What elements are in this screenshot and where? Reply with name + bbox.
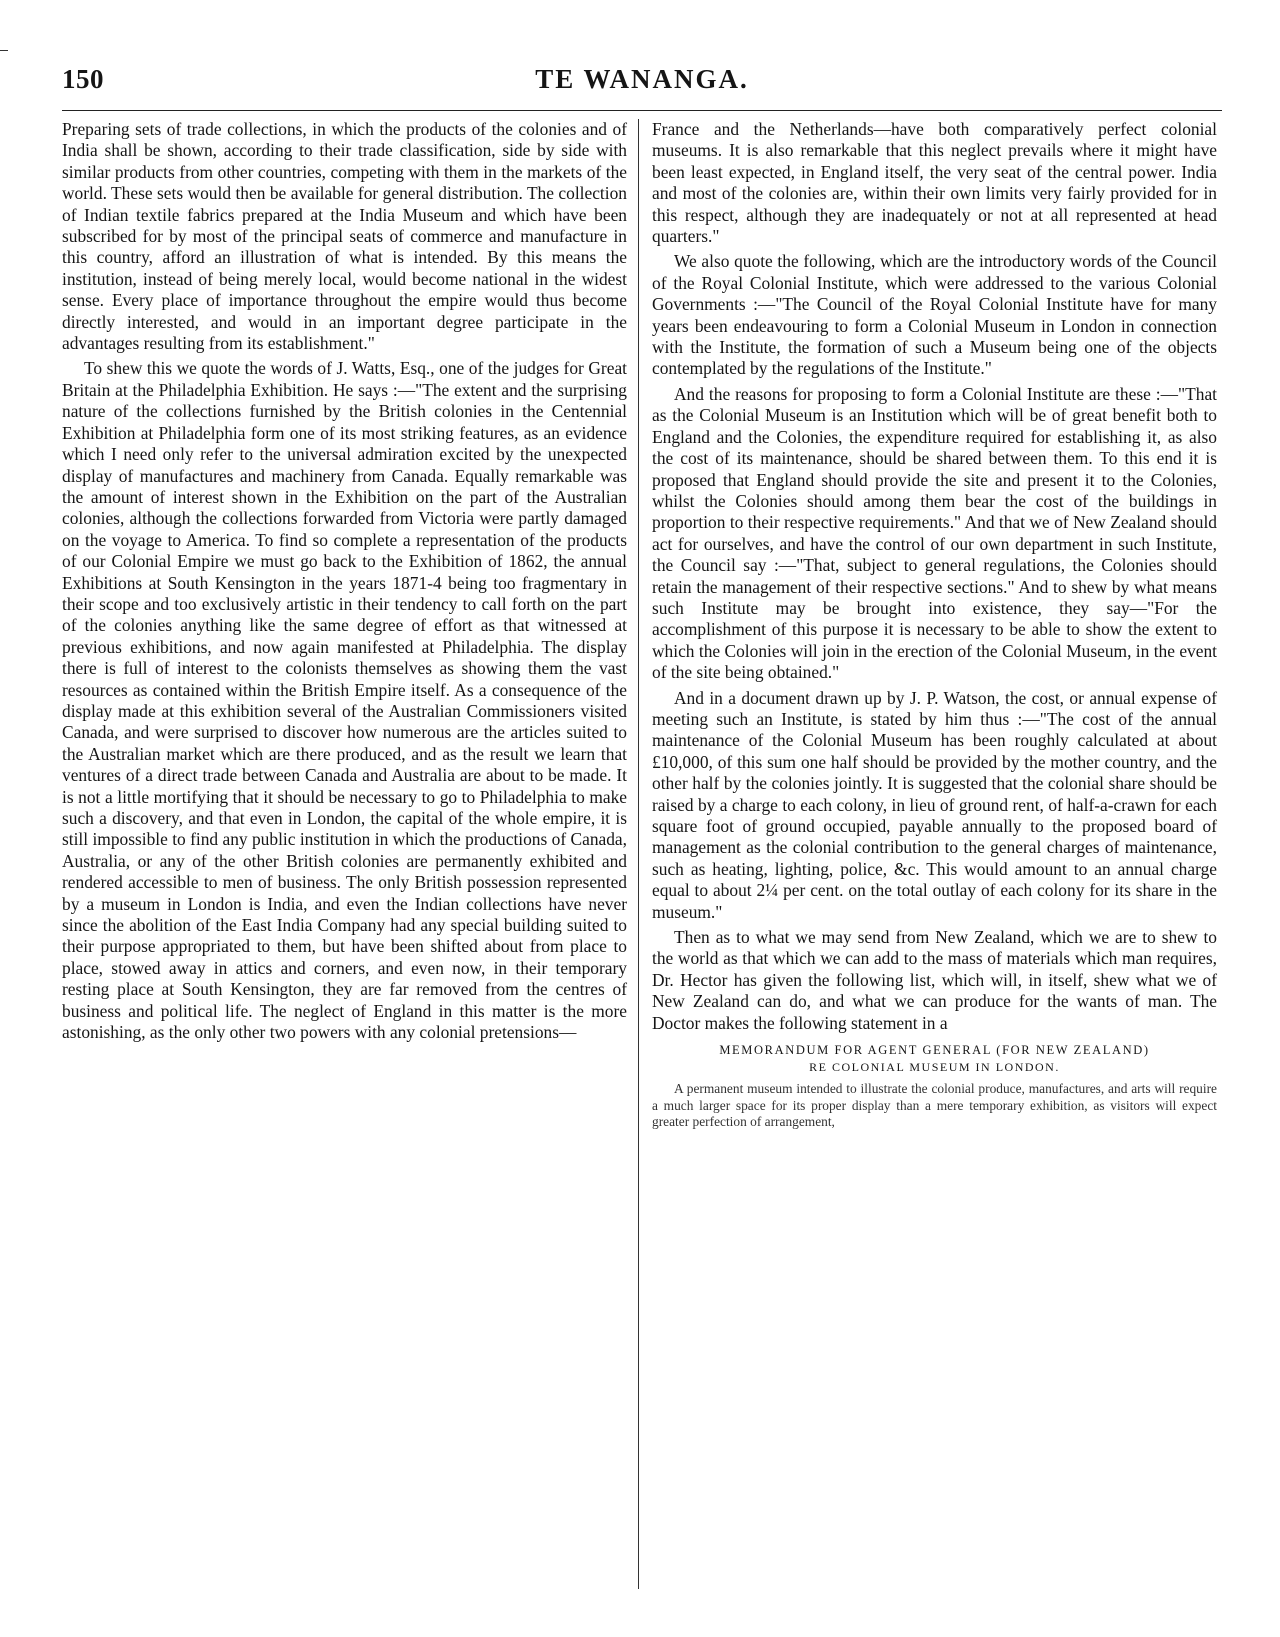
header-rule xyxy=(62,110,1222,111)
newspaper-page xyxy=(62,64,1222,1130)
margin-mark xyxy=(0,50,8,51)
memorandum-heading: MEMORANDUM FOR AGENT GENERAL (FOR NEW ZEALAND) xyxy=(719,1043,1150,1058)
right-column xyxy=(652,119,1217,1135)
page-header xyxy=(62,64,1222,106)
left-paragraph-2: To shew this we quote the words of J. Watts, Esq., one of the judges for Great Britain at the Philadelphia Exhibition. He says :—"The extent and the surprising nature of the collections furnished by the British colonies in the Centennial Exhibition at Philadelphia form one of its most striking features, as an evidence which I need only refer to the universal admiration excited by the unexpected display of manufactures and machinery from Canada. Equally remarkable was the amount of interest shown in the Exhibition on the part of the Australian colonies, although the collections forwarded from Victoria were partly damaged on the voyage to America. To find so complete a representation of the products of our Colonial Empire we must go back to the Exhibition of 1862, the annual Exhibitions at South Kensington in the years 1871-4 being too fragmentary in their scope and too exclusively artistic in their tendency to call forth on the part of the colonies anything like the same degree of effort as that witnessed at previous exhibitions, and now again manifested at Philadelphia. The display there is full of interest to the colonists themselves as showing them the vast resources as contained within the British Empire itself. As a consequence of the display made at this exhibition several of the Australian Commissioners visited Canada, and were surprised to discover how numerous are the articles suited to the Australian market which are there produced, and as the result we learn that ventures of a direct trade between Canada and Australia are about to be made. It is not a little mortifying that it should be necessary to go to Philadelphia to make such a discovery, and that even in London, the capital of the whole empire, it is still impossible to find any public institution in which the productions of Canada, Australia, or any of the other British colonies are permanently exhibited and rendered accessible to men of business. The only British possession represented by a museum in London is India, and even the Indian collections have never since the abolition of the East India Company had any special building suited to their purpose appropriated to them, but have been shifted about from place to place, stowed away in attics and corners, and even now, in their temporary resting place at South Kensington, they are far removed from the centres of business and political life. The neglect of England in this matter is the more astonishing, as the only other two powers with any colonial pretensions— xyxy=(62,358,627,1043)
memorandum-subheading: RE COLONIAL MUSEUM IN LONDON. xyxy=(809,1060,1060,1075)
left-paragraph-1: Preparing sets of trade collections, in which the products of the colonies and of India shall be shown, according to their trade classification, side by side with similar products from other countries, competing with them in the markets of the world. These sets would then be available for general distribution. The collection of Indian textile fabrics prepared at the India Museum and which have been subscribed for by most of the principal seats of commerce and manufacture in this country, afford an illustration of what is intended. By this means the institution, instead of being merely local, would become national in the widest sense. Every place of importance throughout the empire would thus become directly interested, and would in an important degree participate in the advantages resulting from its establishment." xyxy=(62,119,627,354)
right-paragraph-4: And in a document drawn up by J. P. Watson, the cost, or annual expense of meeting such an Institute, is stated by him thus :—"The cost of the annual maintenance of the Colonial Museum has been roughly calculated at about £10,000, of this sum one half should be provided by the mother country, and the other half by the colonies jointly. It is suggested that the colonial share should be raised by a charge to each colony, in lieu of ground rent, of half-a-crawn for each square foot of ground occupied, payable annually to the proposed board of management as the colonial contribution to the general charges of maintenance, such as heating, lighting, police, &c. This would amount to an annual charge equal to about 2¼ per cent. on the total outlay of each colony for its share in the museum." xyxy=(652,687,1217,922)
running-title: TE WANANGA. xyxy=(535,64,749,94)
memorandum-text: A permanent museum intended to illustrate the colonial produce, manufactures, and arts will require a much larger space for its proper display than a mere temporary exhibition, as visitors will expect greater perfection of arrangement, xyxy=(652,1081,1217,1130)
column-divider xyxy=(638,119,639,1589)
right-paragraph-3: And the reasons for proposing to form a Colonial Institute are these :—"That as the Colonial Museum is an Institution which will be of great benefit both to England and the Colonies, the expenditure required for establishing it, as also the cost of its maintenance, should be shared between them. To this end it is proposed that England should provide the site and present it to the Colonies, whilst the Colonies should among them bear the cost of the buildings in proportion to their respective requirements." And that we of New Zealand should act for ourselves, and have the control of our own department in such Institute, the Council say :—"That, subject to general regulations, the Colonies should retain the management of their respective sections." And to shew by what means such Institute may be brought into existence, they say—"For the accomplishment of this purpose it is necessary to be able to show the extent to which the Colonies will join in the erection of the Colonial Museum, in the event of the site being obtained." xyxy=(652,383,1217,683)
right-paragraph-1: France and the Netherlands—have both comparatively perfect colonial museums. It is also remarkable that this neglect prevails where it might have been least expected, in England itself, the very seat of the central power. India and most of the colonies are, within their own limits very fairly provided for in this respect, although they are inadequately or not at all represented at head quarters." xyxy=(652,119,1217,247)
right-paragraph-5: Then as to what we may send from New Zealand, which we are to shew to the world as that which we can add to the mass of materials which man requires, Dr. Hector has given the following list, which will, in itself, shew what we of New Zealand can do, and what we can produce for the wants of man. The Doctor makes the following statement in a xyxy=(652,927,1217,1033)
right-paragraph-2: We also quote the following, which are the introductory words of the Council of the Royal Colonial Institute, which were addressed to the various Colonial Governments :—"The Council of the Royal Colonial Institute have for many years been endeavouring to form a Colonial Museum in London in connection with the Institute, the formation of such a Museum being one of the objects contemplated by the regulations of the Institute." xyxy=(652,251,1217,379)
article-columns xyxy=(62,119,1222,1589)
page-number: 150 xyxy=(62,64,104,94)
left-column xyxy=(62,119,627,1047)
